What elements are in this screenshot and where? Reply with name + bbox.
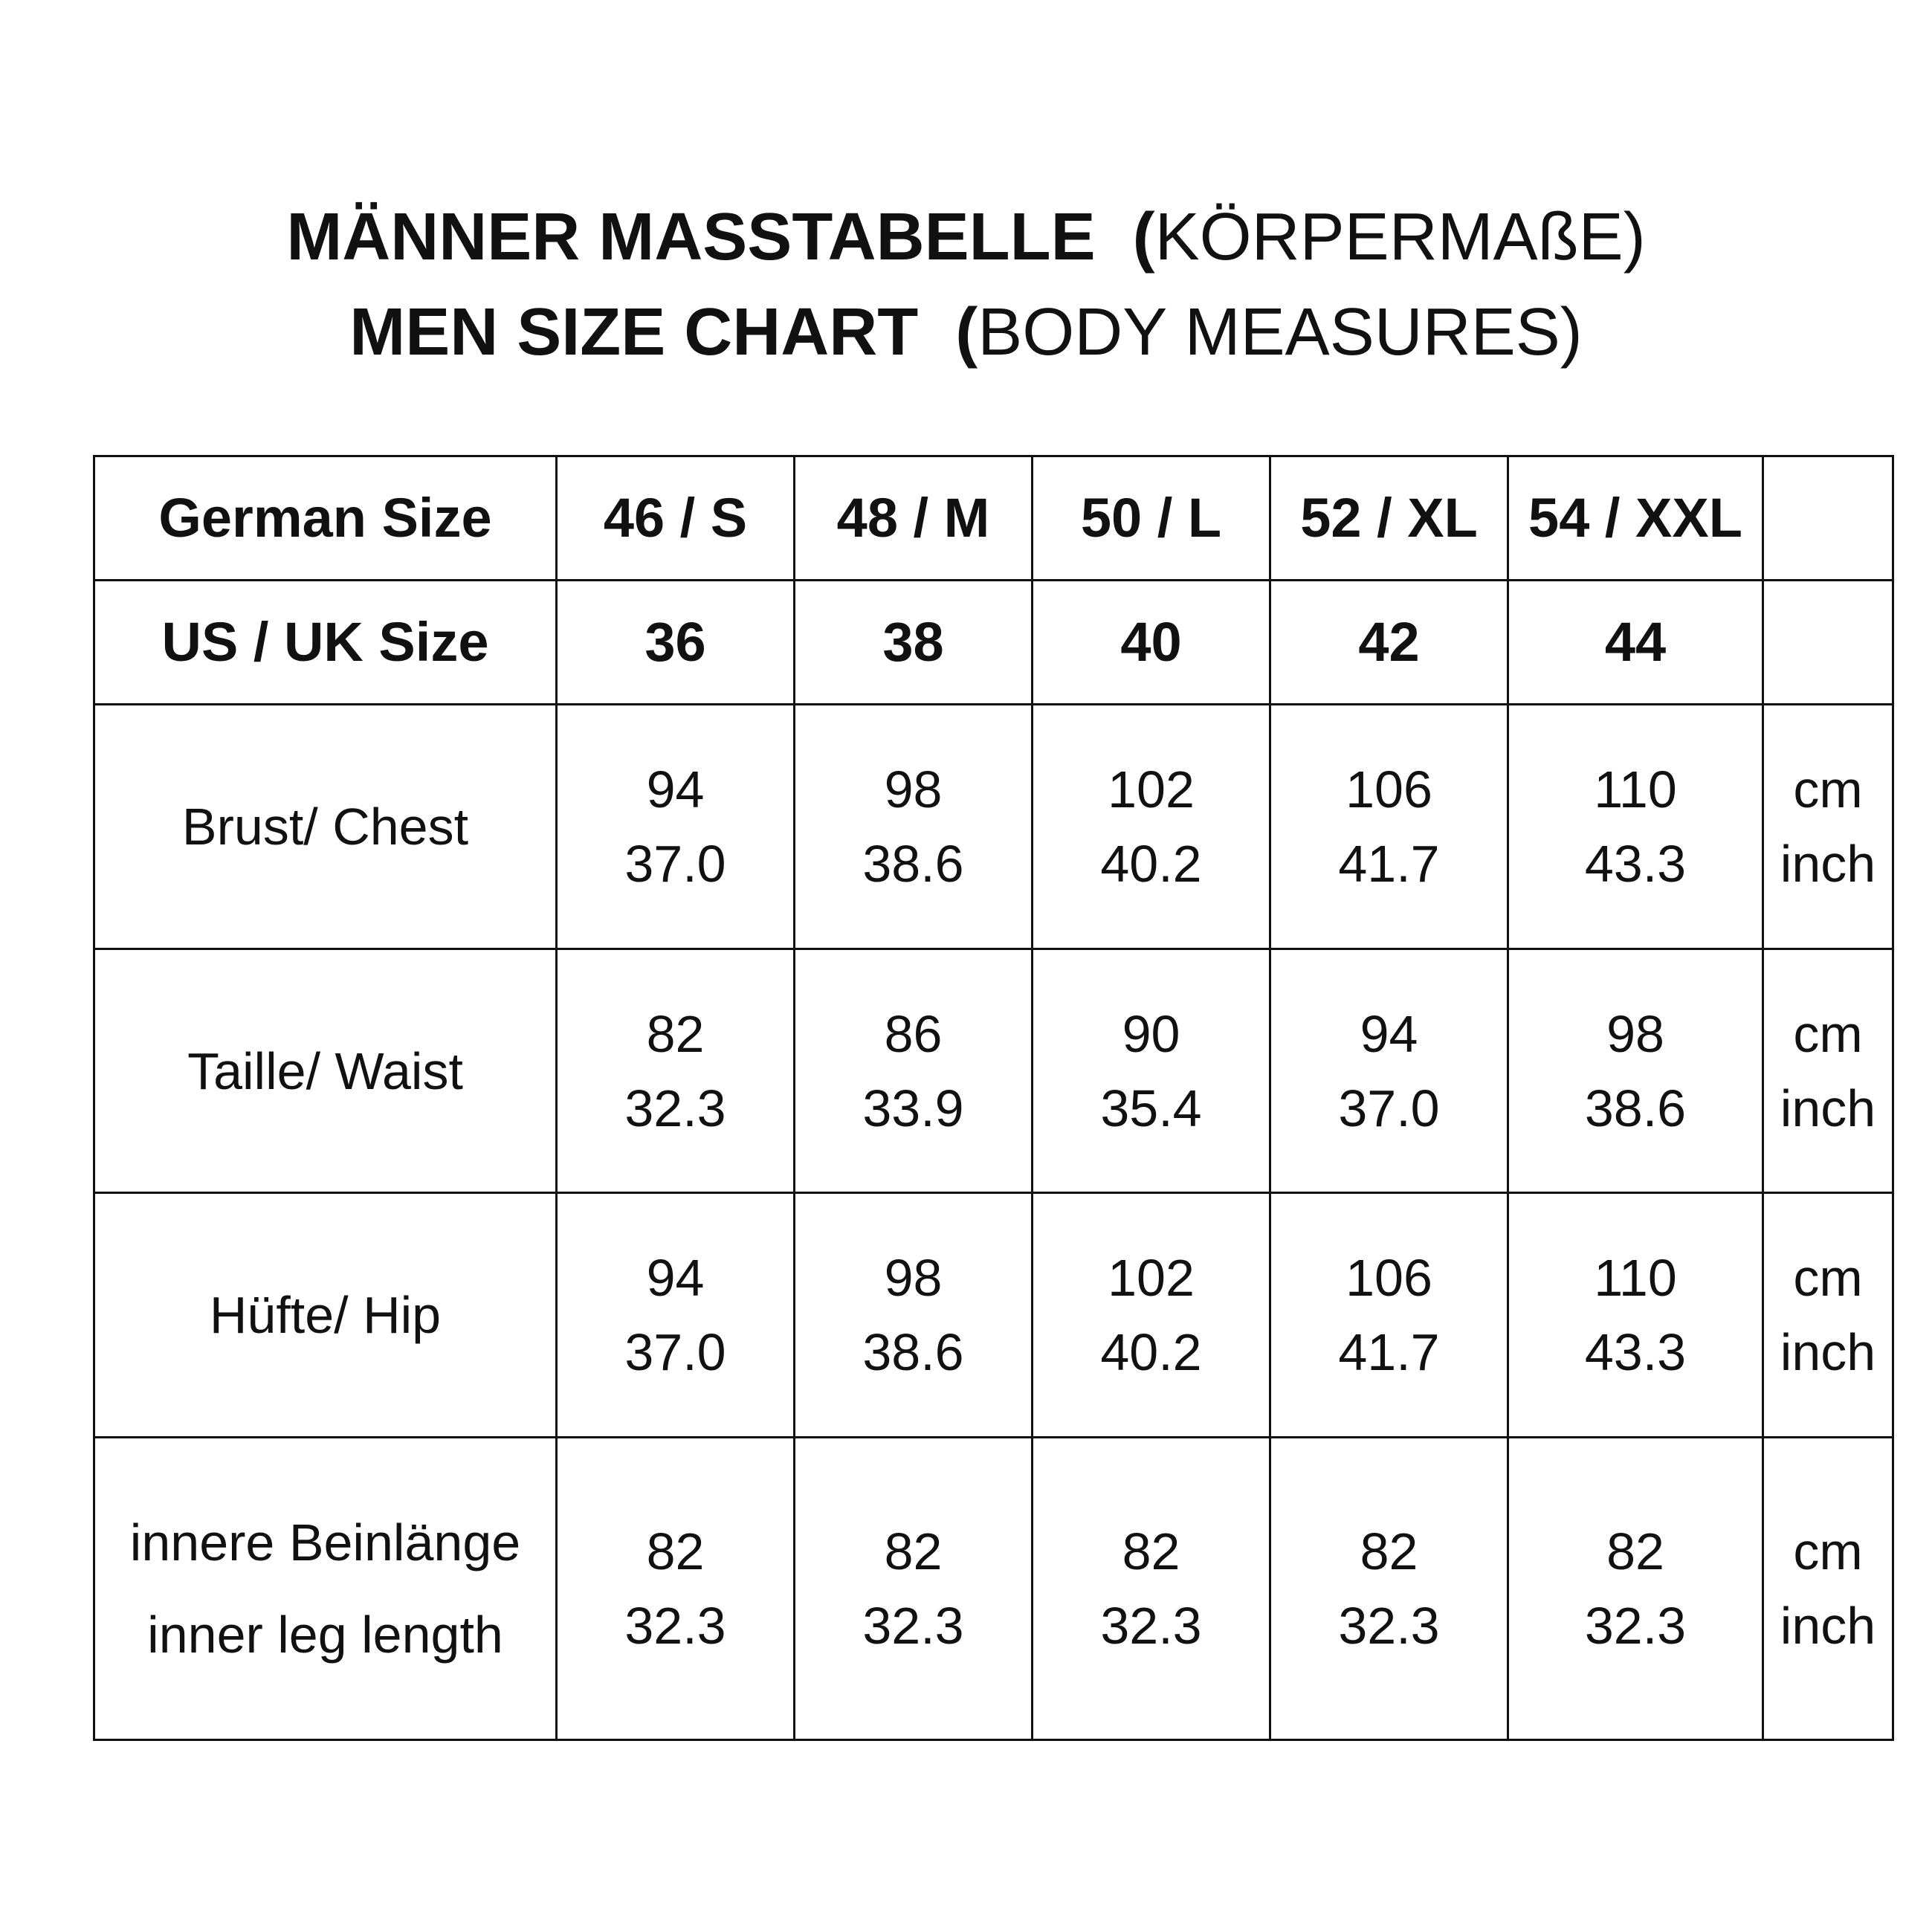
measure-cell: [557, 1438, 795, 1740]
title-german-normal: KÖRPERMAßE): [1154, 200, 1646, 274]
chart-title: [0, 190, 1932, 380]
size-cell: 52 / XL: [1270, 456, 1508, 581]
cm-value: 110: [1594, 760, 1677, 818]
inch-value: 43.3: [1584, 1323, 1687, 1382]
inch-value: 32.3: [1100, 1597, 1202, 1655]
inch-value: 37.0: [624, 834, 726, 893]
inch-value: 37.0: [1338, 1079, 1440, 1137]
measure-cell: [1508, 704, 1763, 949]
measure-cell: [795, 704, 1033, 949]
measure-cell: [1508, 949, 1763, 1193]
inch-value: 32.3: [1338, 1597, 1440, 1655]
cm-value: 98: [1606, 1004, 1664, 1063]
unit-cell: [1763, 949, 1893, 1193]
unit-cell: [1763, 1193, 1893, 1438]
inch-value: 43.3: [1584, 834, 1687, 893]
size-cell: 48 / M: [795, 456, 1033, 581]
unit-cell: [1763, 704, 1893, 949]
row-waist: [94, 949, 1893, 1193]
inch-value: 37.0: [624, 1323, 726, 1382]
measure-cell: [1033, 1438, 1270, 1740]
cm-value: 90: [1122, 1004, 1180, 1063]
cm-value: 94: [1360, 1004, 1418, 1063]
inch-value: 41.7: [1338, 834, 1440, 893]
cm-value: 106: [1345, 1249, 1432, 1308]
inch-value: 40.2: [1100, 1323, 1202, 1382]
title-english-paren: (: [955, 295, 978, 369]
measure-cell: [1270, 1193, 1508, 1438]
measure-cell: [795, 949, 1033, 1193]
measure-cell: [1033, 704, 1270, 949]
cm-value: 82: [646, 1522, 705, 1581]
unit-cm: cm: [1793, 1249, 1863, 1308]
measure-cell: [557, 1193, 795, 1438]
row-label: Hüfte/ Hip: [94, 1193, 557, 1438]
unit-cell: [1763, 456, 1893, 581]
measure-cell: [1270, 949, 1508, 1193]
cm-value: 82: [884, 1522, 943, 1581]
cm-value: 106: [1345, 760, 1432, 818]
row-label: German Size: [94, 456, 557, 581]
size-cell: 50 / L: [1033, 456, 1270, 581]
unit-cell: [1763, 580, 1893, 704]
unit-inch: inch: [1780, 1323, 1876, 1382]
cm-value: 82: [1606, 1522, 1664, 1581]
title-german-paren: (: [1132, 200, 1155, 274]
cm-value: 110: [1594, 1249, 1677, 1308]
inch-value: 38.6: [862, 1323, 964, 1382]
row-chest: [94, 704, 1893, 949]
row-hip: [94, 1193, 1893, 1438]
cm-value: 94: [646, 760, 705, 818]
cm-value: 94: [646, 1249, 705, 1308]
unit-cm: cm: [1793, 760, 1863, 818]
row-label: US / UK Size: [94, 580, 557, 704]
measure-cell: [795, 1193, 1033, 1438]
row-german-size: [94, 456, 1893, 581]
inch-value: 41.7: [1338, 1323, 1440, 1382]
inch-value: 38.6: [1584, 1079, 1687, 1137]
row-label-line1: innere Beinlänge: [129, 1513, 521, 1572]
cm-value: 86: [884, 1004, 943, 1063]
unit-inch: inch: [1780, 1597, 1876, 1655]
inch-value: 32.3: [624, 1597, 726, 1655]
cm-value: 102: [1108, 760, 1195, 818]
row-label-line2: inner leg length: [147, 1606, 503, 1664]
cm-value: 98: [884, 760, 943, 818]
size-cell: 40: [1033, 580, 1270, 704]
inch-value: 32.3: [862, 1597, 964, 1655]
title-english-normal: BODY MEASURES): [978, 295, 1583, 369]
row-label: Taille/ Waist: [94, 949, 557, 1193]
size-cell: 46 / S: [557, 456, 795, 581]
inch-value: 40.2: [1100, 834, 1202, 893]
cm-value: 82: [646, 1004, 705, 1063]
unit-cell: [1763, 1438, 1893, 1740]
measure-cell: [557, 704, 795, 949]
measure-cell: [1270, 1438, 1508, 1740]
measure-cell: [1033, 1193, 1270, 1438]
size-cell: 38: [795, 580, 1033, 704]
size-table: [93, 455, 1894, 1741]
measure-cell: [1508, 1193, 1763, 1438]
row-label: Brust/ Chest: [94, 704, 557, 949]
row-us-uk-size: [94, 580, 1893, 704]
inch-value: 35.4: [1100, 1079, 1202, 1137]
unit-inch: inch: [1780, 834, 1876, 893]
title-line-english: [0, 285, 1932, 380]
cm-value: 102: [1108, 1249, 1195, 1308]
row-label: [94, 1438, 557, 1740]
measure-cell: [795, 1438, 1033, 1740]
measure-cell: [1270, 704, 1508, 949]
title-english-bold: MEN SIZE CHART: [349, 295, 919, 369]
inch-value: 32.3: [1584, 1597, 1687, 1655]
size-cell: 36: [557, 580, 795, 704]
inch-value: 32.3: [624, 1079, 726, 1137]
measure-cell: [1033, 949, 1270, 1193]
unit-inch: inch: [1780, 1079, 1876, 1137]
title-german-bold: MÄNNER MASSTABELLE: [286, 200, 1096, 274]
unit-cm: cm: [1793, 1004, 1863, 1063]
unit-cm: cm: [1793, 1522, 1863, 1581]
cm-value: 82: [1360, 1522, 1418, 1581]
row-inner-leg: [94, 1438, 1893, 1740]
size-cell: 44: [1508, 580, 1763, 704]
measure-cell: [557, 949, 795, 1193]
cm-value: 98: [884, 1249, 943, 1308]
title-line-german: [0, 190, 1932, 285]
inch-value: 33.9: [862, 1079, 964, 1137]
inch-value: 38.6: [862, 834, 964, 893]
size-cell: 42: [1270, 580, 1508, 704]
cm-value: 82: [1122, 1522, 1180, 1581]
measure-cell: [1508, 1438, 1763, 1740]
size-cell: 54 / XXL: [1508, 456, 1763, 581]
